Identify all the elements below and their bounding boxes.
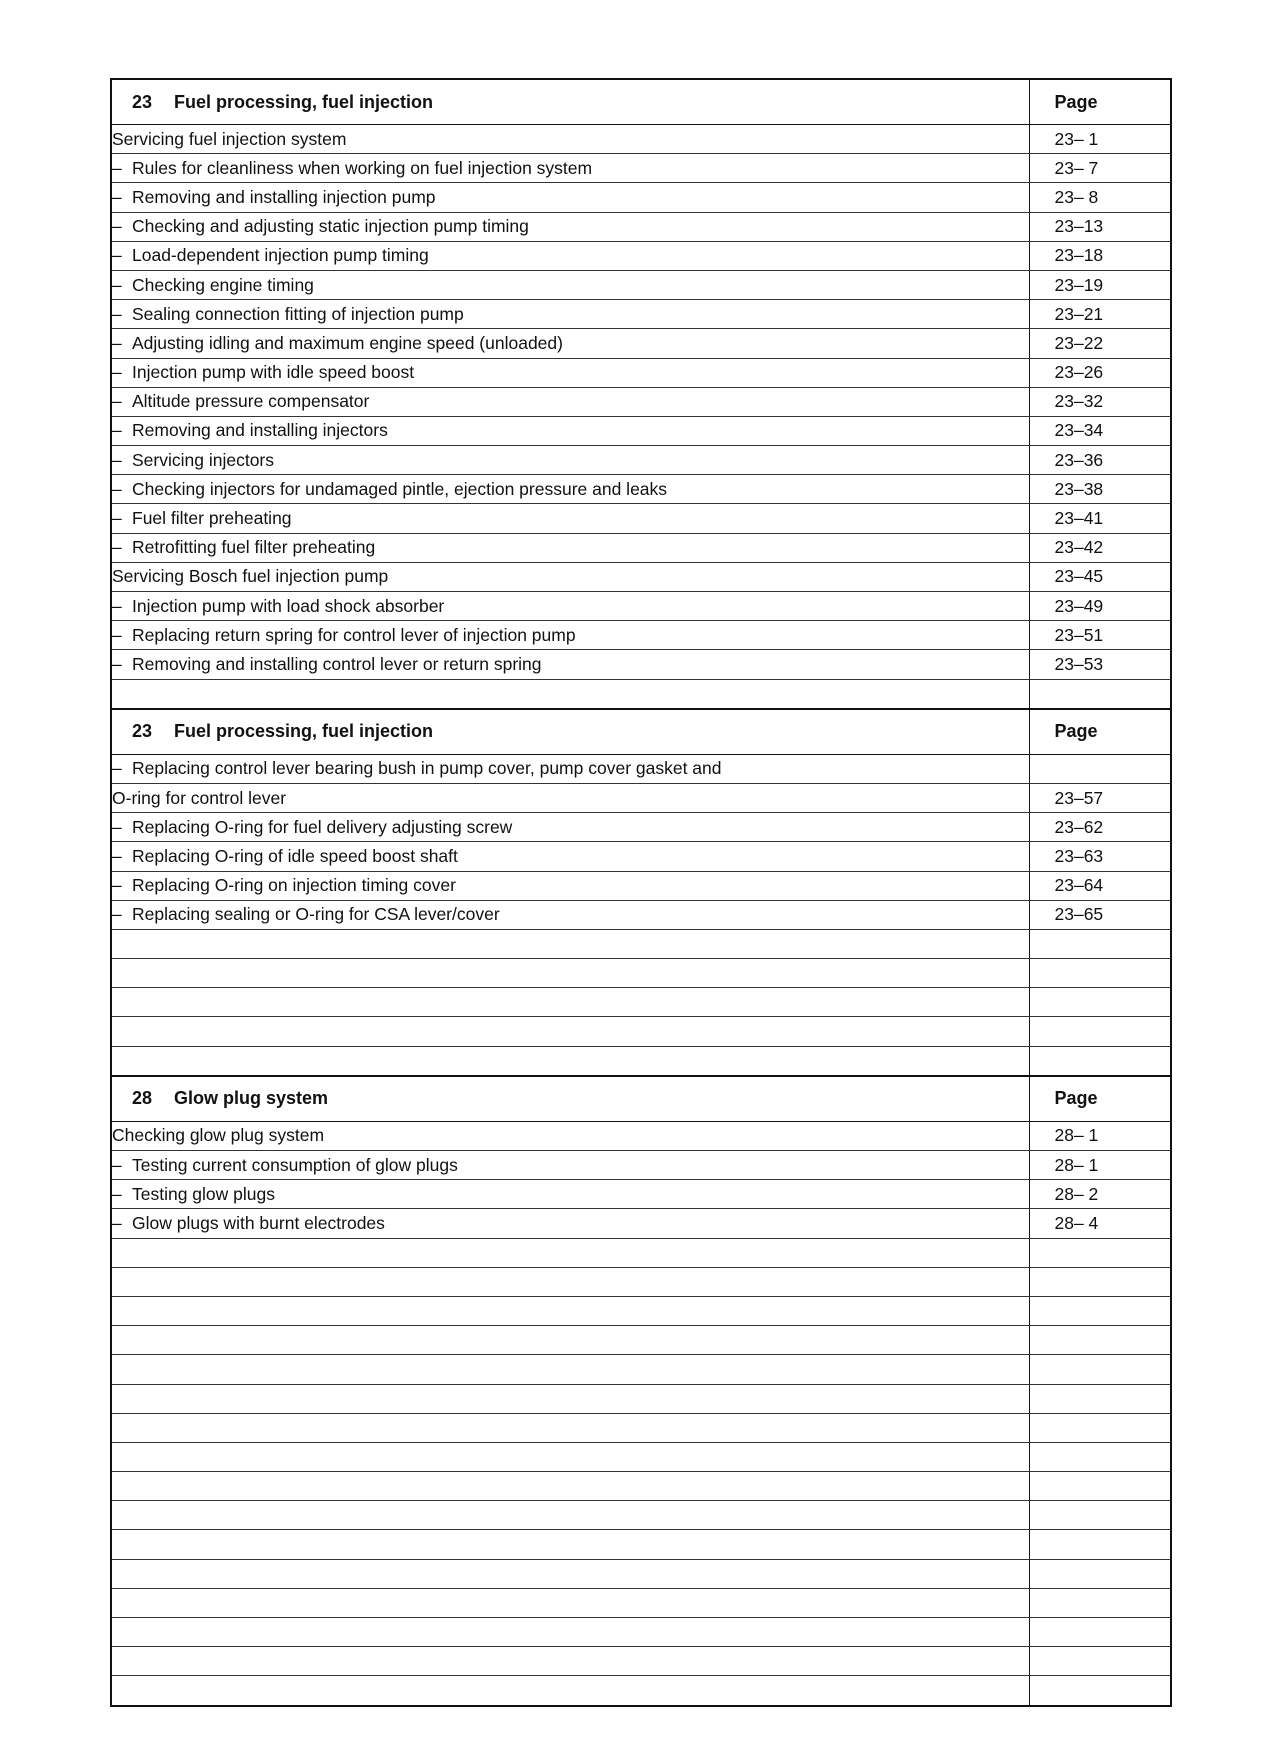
page-ref: 23–53 [1029, 650, 1171, 679]
toc-entry-text: Replacing O-ring on injection timing cover [132, 875, 456, 896]
section-heading [111, 710, 1029, 755]
blank-row [111, 1501, 1171, 1530]
toc-entry-text: Load-dependent injection pump timing [132, 245, 429, 266]
toc-entry [111, 358, 1029, 387]
page-column-header: Page [1029, 1077, 1171, 1122]
toc-entry [111, 754, 1029, 783]
section-title: Fuel processing, fuel injection [174, 721, 434, 742]
section-number: 23 [131, 721, 152, 742]
page-column-header: Page [1029, 79, 1171, 125]
page-ref: 28– 2 [1029, 1180, 1171, 1209]
page-ref [1029, 1017, 1171, 1046]
toc-entry-text: Servicing injectors [132, 449, 274, 470]
toc-row [111, 241, 1171, 270]
toc-row [111, 183, 1171, 212]
dash-bullet: – [112, 362, 122, 383]
toc-entry [111, 1296, 1029, 1325]
toc-entry [111, 1559, 1029, 1588]
dash-bullet: – [112, 1212, 122, 1233]
blank-row [111, 1384, 1171, 1413]
page-ref: 23–63 [1029, 842, 1171, 871]
toc-entry [111, 1121, 1029, 1150]
toc-entry [111, 125, 1029, 154]
toc-row [111, 1151, 1171, 1180]
dash-bullet: – [112, 391, 122, 412]
toc-entry [111, 959, 1029, 988]
toc-row [111, 125, 1171, 154]
page-ref: 23– 8 [1029, 183, 1171, 212]
page-ref [1029, 988, 1171, 1017]
toc-entry [111, 1413, 1029, 1442]
blank-row [111, 1618, 1171, 1647]
blank-row [111, 1046, 1171, 1076]
toc-entry-text: Adjusting idling and maximum engine speed (unloaded) [132, 332, 563, 353]
page-ref: 23–65 [1029, 900, 1171, 929]
toc-entry [111, 1017, 1029, 1046]
blank-row [111, 1442, 1171, 1471]
page-ref: 23–42 [1029, 533, 1171, 562]
dash-bullet: – [112, 245, 122, 266]
dash-bullet: – [112, 303, 122, 324]
dash-bullet: – [112, 537, 122, 558]
toc-entry [111, 416, 1029, 445]
toc-row [111, 1121, 1171, 1150]
dash-bullet: – [112, 1154, 122, 1175]
toc-entry [111, 446, 1029, 475]
section-title: Glow plug system [174, 1088, 329, 1109]
page-ref [1029, 929, 1171, 958]
dash-bullet: – [112, 449, 122, 470]
toc-entry [111, 270, 1029, 299]
toc-entry-text: Checking injectors for undamaged pintle, ejection pressure and leaks [132, 478, 668, 499]
blank-row [111, 1472, 1171, 1501]
dash-bullet: – [112, 332, 122, 353]
blank-row [111, 679, 1171, 709]
toc-row [111, 300, 1171, 329]
toc-row [111, 446, 1171, 475]
page-ref: 23–13 [1029, 212, 1171, 241]
toc-entry [111, 241, 1029, 270]
blank-row [111, 959, 1171, 988]
toc-entry [111, 1355, 1029, 1384]
section-number: 23 [131, 91, 152, 112]
toc-row [111, 387, 1171, 416]
dash-bullet: – [112, 420, 122, 441]
toc-page [110, 78, 1170, 1707]
toc-entry [111, 1676, 1029, 1706]
page-ref: 23–41 [1029, 504, 1171, 533]
toc-entry [111, 533, 1029, 562]
toc-entry [111, 154, 1029, 183]
toc-row [111, 475, 1171, 504]
page-ref [1029, 959, 1171, 988]
toc-entry [111, 212, 1029, 241]
toc-entry-text: Replacing sealing or O-ring for CSA lever/cover [132, 904, 500, 925]
toc-entry-text: Testing glow plugs [132, 1183, 275, 1204]
toc-entry-text: Sealing connection fitting of injection pump [132, 303, 464, 324]
page-ref [1029, 1326, 1171, 1355]
page-ref [1029, 1472, 1171, 1501]
toc-row [111, 871, 1171, 900]
page-ref: 23–45 [1029, 562, 1171, 591]
page-ref [1029, 679, 1171, 709]
toc-entry-text: Checking engine timing [132, 274, 314, 295]
blank-row [111, 1588, 1171, 1617]
dash-bullet: – [112, 186, 122, 207]
blank-row [111, 1238, 1171, 1267]
blank-row [111, 1559, 1171, 1588]
toc-entry-text: O-ring for control lever [112, 787, 287, 808]
toc-entry [111, 929, 1029, 958]
page-ref [1029, 1530, 1171, 1559]
toc-section-table [110, 1077, 1172, 1707]
toc-entry-text: Testing current consumption of glow plugs [132, 1154, 458, 1175]
toc-section-table [110, 710, 1172, 1077]
toc-entry [111, 1209, 1029, 1238]
page-ref: 23–64 [1029, 871, 1171, 900]
toc-entry [111, 1180, 1029, 1209]
blank-row [111, 929, 1171, 958]
page-ref [1029, 1588, 1171, 1617]
page-ref [1029, 1238, 1171, 1267]
page-ref: 28– 1 [1029, 1121, 1171, 1150]
dash-bullet: – [112, 758, 122, 779]
toc-row [111, 621, 1171, 650]
dash-bullet: – [112, 216, 122, 237]
toc-entry-text: Removing and installing control lever or return spring [132, 653, 542, 674]
toc-entry [111, 592, 1029, 621]
page-ref: 23– 1 [1029, 125, 1171, 154]
toc-entry [111, 813, 1029, 842]
toc-entry-text: Replacing return spring for control lever of injection pump [132, 624, 576, 645]
toc-entry-text: Checking glow plug system [112, 1125, 325, 1146]
toc-entry-text: Altitude pressure compensator [132, 391, 370, 412]
blank-row [111, 1413, 1171, 1442]
section-heading [111, 79, 1029, 125]
toc-entry [111, 1618, 1029, 1647]
toc-entry [111, 1151, 1029, 1180]
blank-row [111, 1326, 1171, 1355]
section-header-row [111, 1077, 1171, 1122]
toc-entry [111, 783, 1029, 812]
toc-row [111, 154, 1171, 183]
toc-entry-text: Removing and installing injection pump [132, 186, 436, 207]
section-heading [111, 1077, 1029, 1122]
dash-bullet: – [112, 624, 122, 645]
toc-row [111, 562, 1171, 591]
toc-entry [111, 300, 1029, 329]
toc-row [111, 270, 1171, 299]
page-ref: 23–19 [1029, 270, 1171, 299]
section-number: 28 [131, 1088, 152, 1109]
section-header-row [111, 79, 1171, 125]
toc-entry [111, 387, 1029, 416]
blank-row [111, 1355, 1171, 1384]
toc-row [111, 813, 1171, 842]
page-ref: 23–34 [1029, 416, 1171, 445]
toc-entry [111, 679, 1029, 709]
page-ref [1029, 1384, 1171, 1413]
toc-row [111, 650, 1171, 679]
toc-row [111, 592, 1171, 621]
toc-entry [111, 475, 1029, 504]
blank-row [111, 1296, 1171, 1325]
page-ref: 23– 7 [1029, 154, 1171, 183]
dash-bullet: – [112, 904, 122, 925]
dash-bullet: – [112, 653, 122, 674]
toc-entry [111, 621, 1029, 650]
toc-entry [111, 1472, 1029, 1501]
toc-entry [111, 988, 1029, 1017]
toc-entry-text: Checking and adjusting static injection pump timing [132, 216, 529, 237]
page-ref [1029, 1296, 1171, 1325]
dash-bullet: – [112, 274, 122, 295]
toc-entry-text: Removing and installing injectors [132, 420, 388, 441]
toc-entry-text: Servicing Bosch fuel injection pump [112, 566, 389, 587]
section-header-row [111, 710, 1171, 755]
dash-bullet: – [112, 478, 122, 499]
toc-entry [111, 871, 1029, 900]
toc-entry [111, 1384, 1029, 1413]
toc-row [111, 416, 1171, 445]
page-ref [1029, 1559, 1171, 1588]
toc-entry [111, 1647, 1029, 1676]
page-ref: 23–51 [1029, 621, 1171, 650]
toc-entry-text: Injection pump with load shock absorber [132, 595, 445, 616]
toc-row [111, 900, 1171, 929]
page-ref: 28– 4 [1029, 1209, 1171, 1238]
toc-section-table [110, 78, 1172, 710]
page-ref: 23–21 [1029, 300, 1171, 329]
page-column-header: Page [1029, 710, 1171, 755]
page-ref [1029, 754, 1171, 783]
page-ref: 23–62 [1029, 813, 1171, 842]
dash-bullet: – [112, 875, 122, 896]
toc-row [111, 754, 1171, 783]
toc-row [111, 1180, 1171, 1209]
page-ref: 23–49 [1029, 592, 1171, 621]
blank-row [111, 1676, 1171, 1706]
toc-entry-text: Retrofitting fuel filter preheating [132, 537, 376, 558]
toc-row [111, 212, 1171, 241]
toc-entry-text: Replacing control lever bearing bush in pump cover, pump cover gasket and [132, 758, 722, 779]
toc-entry [111, 562, 1029, 591]
toc-entry [111, 900, 1029, 929]
dash-bullet: – [112, 845, 122, 866]
page-ref [1029, 1501, 1171, 1530]
page-ref: 23–18 [1029, 241, 1171, 270]
toc-row [111, 842, 1171, 871]
toc-entry [111, 1046, 1029, 1076]
blank-row [111, 1017, 1171, 1046]
page-ref [1029, 1355, 1171, 1384]
toc-entry [111, 1267, 1029, 1296]
toc-entry-text: Glow plugs with burnt electrodes [132, 1212, 385, 1233]
blank-row [111, 1530, 1171, 1559]
page-ref: 23–26 [1029, 358, 1171, 387]
page-ref: 28– 1 [1029, 1151, 1171, 1180]
toc-entry-text: Injection pump with idle speed boost [132, 362, 415, 383]
dash-bullet: – [112, 1183, 122, 1204]
toc-row [111, 358, 1171, 387]
toc-entry-text: Servicing fuel injection system [112, 128, 347, 149]
toc-entry [111, 842, 1029, 871]
dash-bullet: – [112, 157, 122, 178]
toc-row [111, 1209, 1171, 1238]
toc-row [111, 329, 1171, 358]
page-ref [1029, 1046, 1171, 1076]
toc-entry [111, 1588, 1029, 1617]
toc-entry [111, 650, 1029, 679]
toc-entry [111, 1238, 1029, 1267]
toc-entry-text: Fuel filter preheating [132, 508, 292, 529]
page-ref [1029, 1442, 1171, 1471]
blank-row [111, 988, 1171, 1017]
toc-entry-text: Replacing O-ring for fuel delivery adjusting screw [132, 816, 513, 837]
toc-row [111, 783, 1171, 812]
toc-entry [111, 1442, 1029, 1471]
dash-bullet: – [112, 508, 122, 529]
page-ref [1029, 1647, 1171, 1676]
section-title: Fuel processing, fuel injection [174, 91, 434, 112]
blank-row [111, 1647, 1171, 1676]
page-ref [1029, 1413, 1171, 1442]
page-ref [1029, 1267, 1171, 1296]
toc-row [111, 533, 1171, 562]
page-ref [1029, 1618, 1171, 1647]
page-ref [1029, 1676, 1171, 1706]
toc-entry-text: Replacing O-ring of idle speed boost shaft [132, 845, 458, 866]
page-ref: 23–38 [1029, 475, 1171, 504]
dash-bullet: – [112, 595, 122, 616]
toc-entry [111, 1501, 1029, 1530]
toc-entry [111, 504, 1029, 533]
toc-entry [111, 1326, 1029, 1355]
toc-entry [111, 329, 1029, 358]
page-ref: 23–22 [1029, 329, 1171, 358]
dash-bullet: – [112, 816, 122, 837]
toc-entry [111, 183, 1029, 212]
page-ref: 23–57 [1029, 783, 1171, 812]
toc-row [111, 504, 1171, 533]
page-ref: 23–32 [1029, 387, 1171, 416]
toc-entry-text: Rules for cleanliness when working on fuel injection system [132, 157, 593, 178]
toc-entry [111, 1530, 1029, 1559]
blank-row [111, 1267, 1171, 1296]
page-ref: 23–36 [1029, 446, 1171, 475]
